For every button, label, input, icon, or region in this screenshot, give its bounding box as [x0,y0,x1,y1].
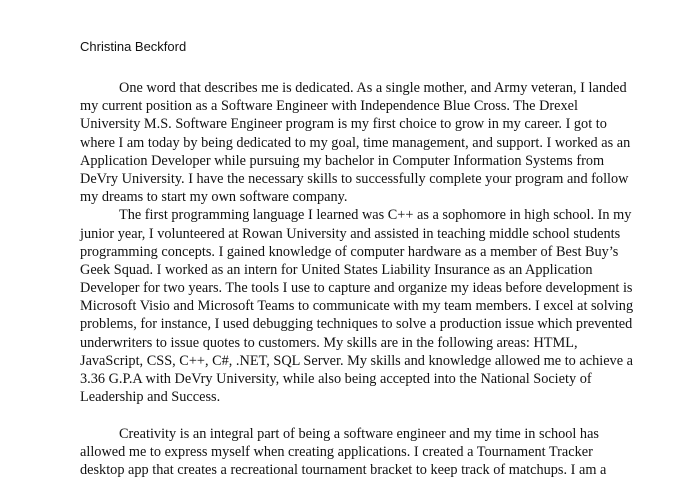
paragraph-2-line-6: Microsoft Visio and Microsoft Teams to communicate with my team members. I excel at solving [80,298,634,315]
paragraph-1-line-5: Application Developer while pursuing my bachelor in Computer Information Systems from [80,152,605,169]
paragraph-2-line-4: Geek Squad. I worked as an intern for United States Liability Insurance as an Application [80,261,593,278]
paragraph-1-line-4: where I am today by being dedicated to my goal, time management, and support. I worked as an [80,134,631,151]
paragraph-2-line-10: 3.36 G.P.A with DeVry University, while also being accepted into the National Society of [80,371,592,387]
paragraph-1-line-3: University M.S. Software Engineer program is my first choice to grow in my career. I got to [80,116,607,133]
paragraph-2-line-12 [80,406,610,424]
document-body [80,79,634,479]
paragraph-1-line-2: my current position as a Software Engineer with Independence Blue Cross. The Drexel [80,98,578,115]
paragraph-2-line-7: problems, for instance, I used debugging techniques to solve a production issue which prevented [80,316,633,333]
paragraph-3-line-1: Creativity is an integral part of being a software engineer and my time in school has [119,425,599,442]
author-name: Christina Beckford [80,39,187,54]
paragraph-2-line-3: programming concepts. I gained knowledge of computer hardware as a member of Best Buy’s [80,243,619,260]
paragraph-2-line-5: Developer for two years. The tools I use to capture and organize my ideas before development is [80,280,633,297]
paragraph-2-line-8: underwriters to issue quotes to customers. My skills are in the following areas: HTML, [80,334,578,351]
paragraph-2-line-2: junior year, I volunteered at Rowan University and assisted in teaching middle school students [80,225,621,242]
paragraph-1-line-1: One word that describes me is dedicated. As a single mother, and Army veteran, I landed [119,80,627,96]
paragraph-3-line-2: allowed me to express myself when creating applications. I created a Tournament Tracker [80,443,593,460]
paragraph-2-line-1: The first programming language I learned was C++ as a sophomore in high school. In my [119,207,632,224]
paragraph-1-line-6: DeVry University. I have the necessary skills to successfully complete your program and follow [80,170,629,187]
paragraph-3-line-3: desktop app that creates a recreational tournament bracket to keep track of matchups. I am a [80,461,607,478]
paragraph-2-line-11: Leadership and Success. [80,389,221,406]
paragraph-1-line-7: my dreams to start my own software company. [80,189,348,206]
paragraph-2-line-9: JavaScript, CSS, C++, C#, .NET, SQL Server. My skills and knowledge allowed me to achieve a [80,352,633,369]
